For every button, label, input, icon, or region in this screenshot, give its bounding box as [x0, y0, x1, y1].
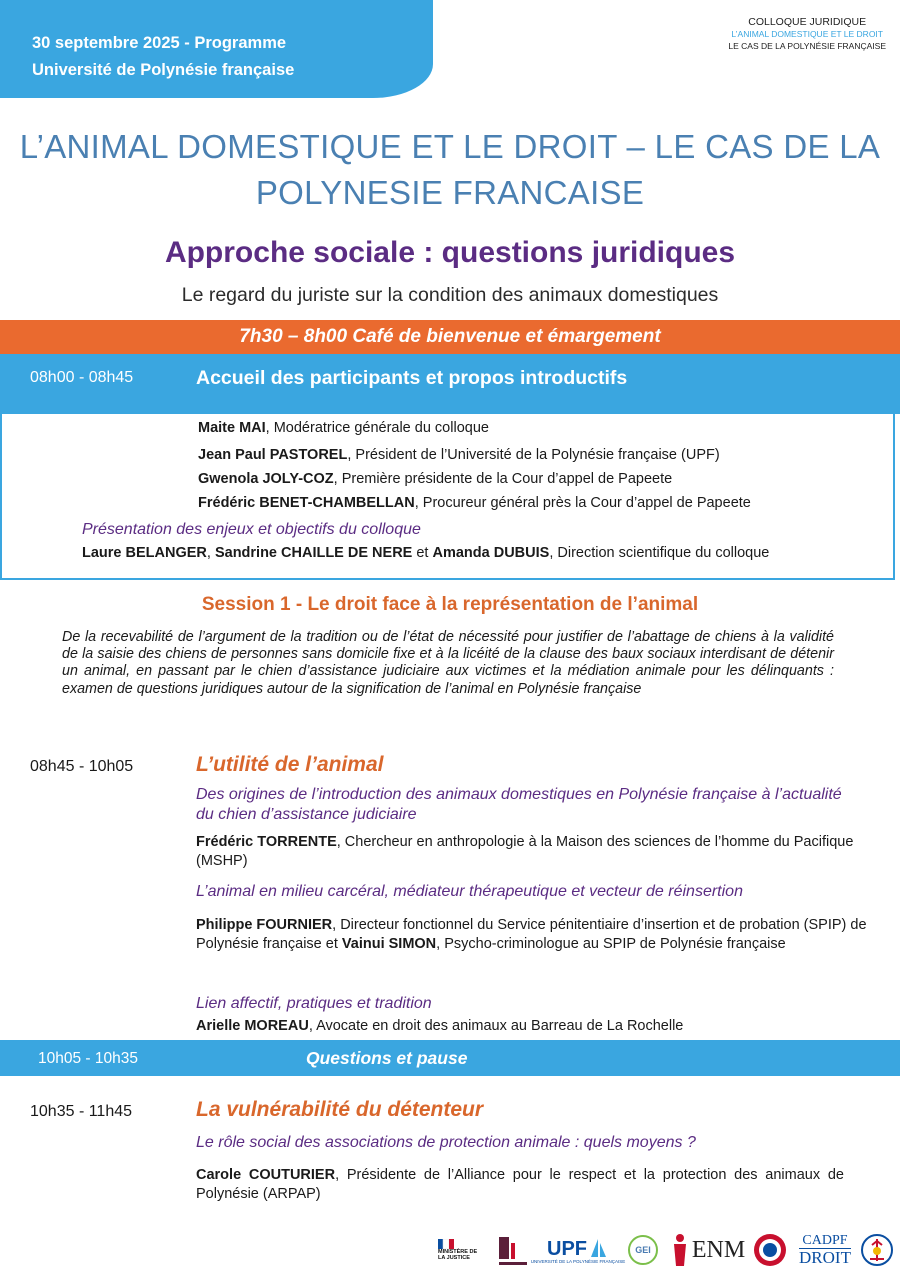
court-building-icon — [495, 1231, 529, 1269]
director-name: Laure BELANGER — [82, 545, 207, 561]
speaker-role: , Directeur fonctionnel du Service pénitentiaire d’insertion et de probation (SPIP) de Polynésie française et — [196, 917, 867, 952]
speaker-name: Philippe FOURNIER — [196, 917, 333, 933]
cour-appel-logo — [492, 1228, 532, 1272]
cadpf-logo — [794, 1228, 856, 1272]
session1-description: De la recevabilité de l’argument de la tradition ou de l’état de nécessité pour justifier de l’abattage de chiens à la validité de la saisie des chiens de personnes sans domicile fixe et à la licéité de la clause des baux sociaux interdisant de détenir un animal, en passant par le chien d’assistance judiciaire aux victimes et la médiation animale pour les délinquants : examen de questions juridiques autour de la signification de l’animal en Polynésie française — [62, 629, 834, 697]
figure-icon — [671, 1232, 689, 1268]
header-university: Université de Polynésie française — [32, 61, 295, 79]
header-banner — [0, 0, 433, 98]
separator: , — [206, 545, 215, 561]
block2-time: 10h35 - 11h45 — [30, 1103, 133, 1120]
speaker-name: Frédéric BENET-CHAMBELLAN — [198, 495, 415, 511]
talk-title: Des origines de l’introduction des animaux domestiques en Polynésie française à l’actualité du chien d’assistance judiciaire — [196, 786, 842, 823]
ministere-logo — [438, 1228, 486, 1272]
speaker-line — [196, 916, 900, 954]
seal-icon — [752, 1232, 788, 1268]
accueil-box — [0, 414, 895, 580]
colloque-sub1: L’ANIMAL DOMESTIQUE ET LE DROIT — [731, 29, 883, 39]
speaker-line — [198, 471, 672, 487]
speaker-role: , Avocate en droit des animaux au Barreau de La Rochelle — [308, 1018, 684, 1034]
upf-text: UPF — [547, 1237, 587, 1260]
speaker-name: Jean Paul PASTOREL — [198, 447, 348, 463]
speaker-line — [198, 420, 489, 436]
speaker-role: , Psycho-criminologue au SPIP de Polynésie française — [436, 936, 786, 952]
partner-logos — [438, 1228, 896, 1272]
header-date: 30 septembre 2025 - Programme — [32, 34, 287, 52]
speaker-line — [198, 495, 751, 511]
speaker-name: Arielle MOREAU — [196, 1018, 309, 1034]
accueil-time: 08h00 - 08h45 — [30, 369, 134, 386]
director-name: Amanda DUBUIS — [432, 545, 550, 561]
colloque-label: COLLOQUE JURIDIQUE — [748, 16, 867, 28]
accueil-title: Accueil des participants et propos introductifs — [196, 367, 628, 389]
talk-title: L’animal en milieu carcéral, médiateur thérapeutique et vecteur de réinsertion — [196, 883, 743, 900]
marianne-icon — [438, 1239, 454, 1249]
speaker-line — [196, 1017, 876, 1036]
polynesie-logo — [858, 1228, 896, 1272]
presentation-label: Présentation des enjeux et objectifs du colloque — [82, 521, 421, 538]
pause-title: Questions et pause — [306, 1048, 468, 1068]
speaker-line — [196, 1166, 844, 1204]
accueil-bar — [0, 354, 900, 414]
cadpf-text: CADPF — [802, 1233, 848, 1248]
droit-text: DROIT — [799, 1248, 851, 1267]
upf-subtext: UNIVERSITÉ DE LA POLYNÉSIE FRANÇAISE — [530, 1258, 626, 1264]
colloque-sub2: LE CAS DE LA POLYNÉSIE FRANÇAISE — [728, 41, 886, 51]
cafe-bar: 7h30 – 8h00 Café de bienvenue et émargement — [0, 320, 900, 354]
main-title-line2: POLYNESIE FRANCAISE — [255, 174, 645, 211]
upf-logo — [530, 1228, 626, 1272]
seal-logo — [750, 1228, 790, 1272]
speaker-name: Carole COUTURIER — [196, 1167, 336, 1183]
subtitle: Approche sociale : questions juridiques — [164, 236, 736, 269]
gei-logo — [626, 1228, 660, 1272]
speaker-name: Vainui SIMON — [341, 936, 437, 952]
session1-title: Session 1 - Le droit face à la représentation de l’animal — [201, 594, 699, 615]
speaker-role: , Chercheur en anthropologie à la Maison des sciences de l’homme du Pacifique (MSHP) — [196, 834, 854, 869]
speaker-line — [196, 833, 856, 871]
speaker-role: , Première présidente de la Cour d’appel de Papeete — [333, 471, 673, 487]
pause-time: 10h05 - 10h35 — [38, 1050, 138, 1067]
speaker-name: Frédéric TORRENTE — [196, 834, 337, 850]
main-title — [0, 124, 900, 216]
main-title-line1: L’ANIMAL DOMESTIQUE ET LE DROIT – LE CAS DE LA — [19, 128, 881, 165]
pause-bar — [0, 1040, 900, 1076]
speaker-role: , Président de l’Université de la Polynésie française (UPF) — [347, 447, 720, 463]
block2-title: La vulnérabilité du détenteur — [196, 1098, 484, 1121]
speaker-name: Maite MAI — [198, 420, 266, 436]
speaker-role: , Présidente de l’Alliance pour le respect et la protection des animaux de Polynésie (ARPAP) — [196, 1167, 844, 1202]
director-role: , Direction scientifique du colloque — [549, 545, 770, 561]
tagline: Le regard du juriste sur la condition des animaux domestiques — [181, 284, 719, 306]
speaker-line — [198, 447, 720, 463]
separator: et — [412, 545, 433, 561]
gei-text: GEI — [628, 1235, 658, 1265]
block1-time: 08h45 - 10h05 — [30, 758, 134, 775]
direction-line — [82, 545, 769, 561]
sail-icon — [587, 1237, 609, 1259]
director-name: Sandrine CHAILLE DE NERE — [214, 545, 413, 561]
emblem-icon — [860, 1231, 894, 1269]
top-right-label — [728, 16, 886, 52]
enm-logo — [666, 1228, 750, 1272]
speaker-role: , Procureur général près la Cour d’appel de Papeete — [414, 495, 751, 511]
speaker-role: , Modératrice générale du colloque — [265, 420, 489, 436]
enm-text: ENM — [691, 1236, 746, 1263]
speaker-name: Gwenola JOLY-COZ — [198, 471, 334, 487]
ministere-text: MINISTÈRE DE LA JUSTICE — [438, 1249, 478, 1261]
talk-title: Le rôle social des associations de protection animale : quels moyens ? — [196, 1134, 696, 1151]
talk-title: Lien affectif, pratiques et tradition — [196, 995, 432, 1012]
block1-title: L’utilité de l’animal — [196, 753, 384, 776]
